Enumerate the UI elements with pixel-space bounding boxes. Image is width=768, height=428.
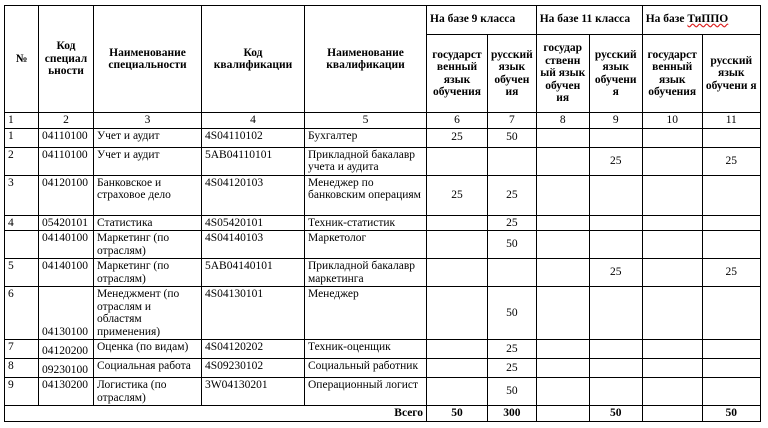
table-row: [5, 359, 761, 378]
value-cell: [702, 175, 760, 215]
specialty-code: 04130100: [39, 287, 94, 340]
specialty-code: 04110100: [39, 147, 94, 175]
specialty-name: Маркетинг (по отраслям): [94, 231, 202, 259]
header-sub-state-11: государ ственн ый язык обучен ия: [536, 35, 589, 113]
header-group-tippo: [642, 6, 760, 35]
specialty-code: 04140100: [39, 231, 94, 259]
qualification-name: Техник-оценщик: [305, 340, 427, 359]
qualification-code: 4S04130101: [202, 287, 305, 340]
qualification-name: Социальный работник: [305, 359, 427, 378]
header-spec-name: Наименование специальности: [94, 6, 202, 113]
colnum-cell: 7: [488, 113, 537, 129]
value-cell: [427, 259, 488, 287]
header-num: №: [5, 6, 39, 113]
colnum-cell: 4: [202, 113, 305, 129]
specialty-name: Менеджмент (по отраслям и областям применения): [94, 287, 202, 340]
qualification-code: 4S04120202: [202, 340, 305, 359]
value-cell: [702, 128, 760, 147]
value-cell: 50: [488, 231, 537, 259]
qualification-code: 5AB04140101: [202, 259, 305, 287]
value-cell: [642, 128, 702, 147]
value-cell: [536, 215, 589, 231]
table-row: [5, 147, 761, 175]
value-cell: 25: [427, 128, 488, 147]
table-row: [5, 231, 761, 259]
value-cell: [427, 378, 488, 406]
total-value: 300: [488, 406, 537, 422]
value-cell: 25: [589, 259, 642, 287]
value-cell: [642, 259, 702, 287]
value-cell: [536, 231, 589, 259]
value-cell: [536, 175, 589, 215]
value-cell: 50: [488, 378, 537, 406]
value-cell: [642, 147, 702, 175]
colnum-cell: 1: [5, 113, 39, 129]
value-cell: [427, 215, 488, 231]
value-cell: [702, 359, 760, 378]
table-row: [5, 128, 761, 147]
table-row: [5, 287, 761, 340]
header-code: Код специал ьности: [39, 6, 94, 113]
row-num: 8: [5, 359, 39, 378]
value-cell: [702, 215, 760, 231]
value-cell: 50: [488, 128, 537, 147]
row-num: 5: [5, 259, 39, 287]
value-cell: [589, 128, 642, 147]
table-row: [5, 378, 761, 406]
value-cell: [642, 215, 702, 231]
qualification-code: 4S05420101: [202, 215, 305, 231]
value-cell: [642, 378, 702, 406]
qualification-name: Маркетолог: [305, 231, 427, 259]
total-value: 50: [702, 406, 760, 422]
value-cell: 25: [702, 259, 760, 287]
specialty-code: 05420101: [39, 215, 94, 231]
specialty-name: Учет и аудит: [94, 147, 202, 175]
table-row: [5, 340, 761, 359]
value-cell: [642, 231, 702, 259]
header-sub-russian-tippo: русский язык обучени я: [702, 35, 760, 113]
value-cell: [427, 231, 488, 259]
header-sub-state-9: государст венный язык обучения: [427, 35, 488, 113]
value-cell: 25: [589, 147, 642, 175]
row-num: 7: [5, 340, 39, 359]
qualification-code: 4S04120103: [202, 175, 305, 215]
qualification-name: Операционный логист: [305, 378, 427, 406]
value-cell: [536, 128, 589, 147]
total-value: 50: [589, 406, 642, 422]
value-cell: [589, 359, 642, 378]
header-sub-russian-11: русский язык обучени я: [589, 35, 642, 113]
specialty-code: 09230100: [39, 359, 94, 378]
value-cell: [589, 340, 642, 359]
header-sub-state-tippo: государст венный язык обучения: [642, 35, 702, 113]
total-row: [5, 406, 761, 422]
total-value: [536, 406, 589, 422]
specialty-name: Оценка (по видам): [94, 340, 202, 359]
specialty-code: 04120200: [39, 340, 94, 359]
specialty-name: Статистика: [94, 215, 202, 231]
qualification-code: 3W04130201: [202, 378, 305, 406]
value-cell: [702, 231, 760, 259]
value-cell: [536, 340, 589, 359]
value-cell: 25: [427, 175, 488, 215]
qualification-name: Прикладной бакалавр маркетинга: [305, 259, 427, 287]
header-qual-name: Наименование квалификации: [305, 6, 427, 113]
table-row: [5, 259, 761, 287]
value-cell: [589, 287, 642, 340]
specialty-name: Маркетинг (по отраслям): [94, 259, 202, 287]
header-row-1: [5, 6, 761, 35]
specialty-name: Учет и аудит: [94, 128, 202, 147]
specialty-name: Социальная работа: [94, 359, 202, 378]
value-cell: [642, 175, 702, 215]
colnum-cell: 3: [94, 113, 202, 129]
value-cell: [427, 287, 488, 340]
value-cell: 25: [702, 147, 760, 175]
qualification-name: Менеджер по банковским операциям: [305, 175, 427, 215]
qualification-code: 4S04140103: [202, 231, 305, 259]
row-num: [5, 231, 39, 259]
value-cell: [642, 359, 702, 378]
value-cell: 25: [488, 359, 537, 378]
header-group-9: На базе 9 класса: [427, 6, 537, 35]
value-cell: [536, 259, 589, 287]
value-cell: [488, 259, 537, 287]
header-group-tippo-word: ТиППО: [687, 13, 729, 25]
colnum-cell: 10: [642, 113, 702, 129]
value-cell: [702, 340, 760, 359]
value-cell: 25: [488, 215, 537, 231]
header-sub-russian-9: русский язык обучен ия: [488, 35, 537, 113]
value-cell: [536, 287, 589, 340]
document: [4, 5, 761, 422]
header-group-tippo-prefix: На базе: [645, 13, 688, 25]
qualification-code: 4S04110102: [202, 128, 305, 147]
value-cell: [488, 147, 537, 175]
value-cell: 25: [488, 175, 537, 215]
value-cell: [427, 147, 488, 175]
qualification-name: Менеджер: [305, 287, 427, 340]
value-cell: [642, 340, 702, 359]
colnum-cell: 6: [427, 113, 488, 129]
qualification-code: 4S09230102: [202, 359, 305, 378]
value-cell: [589, 378, 642, 406]
value-cell: 50: [488, 287, 537, 340]
value-cell: [642, 287, 702, 340]
colnum-cell: 9: [589, 113, 642, 129]
colnum-cell: 5: [305, 113, 427, 129]
specialty-code: 04130200: [39, 378, 94, 406]
specialty-code: 04120100: [39, 175, 94, 215]
total-label: Всего: [5, 406, 427, 422]
value-cell: [536, 147, 589, 175]
row-num: 1: [5, 128, 39, 147]
colnum-cell: 11: [702, 113, 760, 129]
colnum-cell: 8: [536, 113, 589, 129]
row-num: 6: [5, 287, 39, 340]
row-num: 9: [5, 378, 39, 406]
value-cell: [536, 378, 589, 406]
total-value: 50: [427, 406, 488, 422]
value-cell: [427, 340, 488, 359]
value-cell: [702, 378, 760, 406]
specialty-name: Логистика (по отраслям): [94, 378, 202, 406]
value-cell: [427, 359, 488, 378]
specialty-code: 04140100: [39, 259, 94, 287]
value-cell: [589, 175, 642, 215]
qualification-code: 5AB04110101: [202, 147, 305, 175]
table-row: [5, 175, 761, 215]
table-row: [5, 215, 761, 231]
value-cell: [589, 215, 642, 231]
value-cell: [702, 287, 760, 340]
specialties-table: [4, 5, 761, 422]
specialty-name: Банковское и страховое дело: [94, 175, 202, 215]
column-numbers-row: [5, 113, 761, 129]
header-qual-code: Код квалификации: [202, 6, 305, 113]
row-num: 4: [5, 215, 39, 231]
colnum-cell: 2: [39, 113, 94, 129]
qualification-name: Прикладной бакалавр учета и аудита: [305, 147, 427, 175]
row-num: 3: [5, 175, 39, 215]
value-cell: [589, 231, 642, 259]
value-cell: 25: [488, 340, 537, 359]
qualification-name: Бухгалтер: [305, 128, 427, 147]
header-group-11: На базе 11 класса: [536, 6, 642, 35]
qualification-name: Техник-статистик: [305, 215, 427, 231]
total-value: [642, 406, 702, 422]
row-num: 2: [5, 147, 39, 175]
value-cell: [536, 359, 589, 378]
specialty-code: 04110100: [39, 128, 94, 147]
